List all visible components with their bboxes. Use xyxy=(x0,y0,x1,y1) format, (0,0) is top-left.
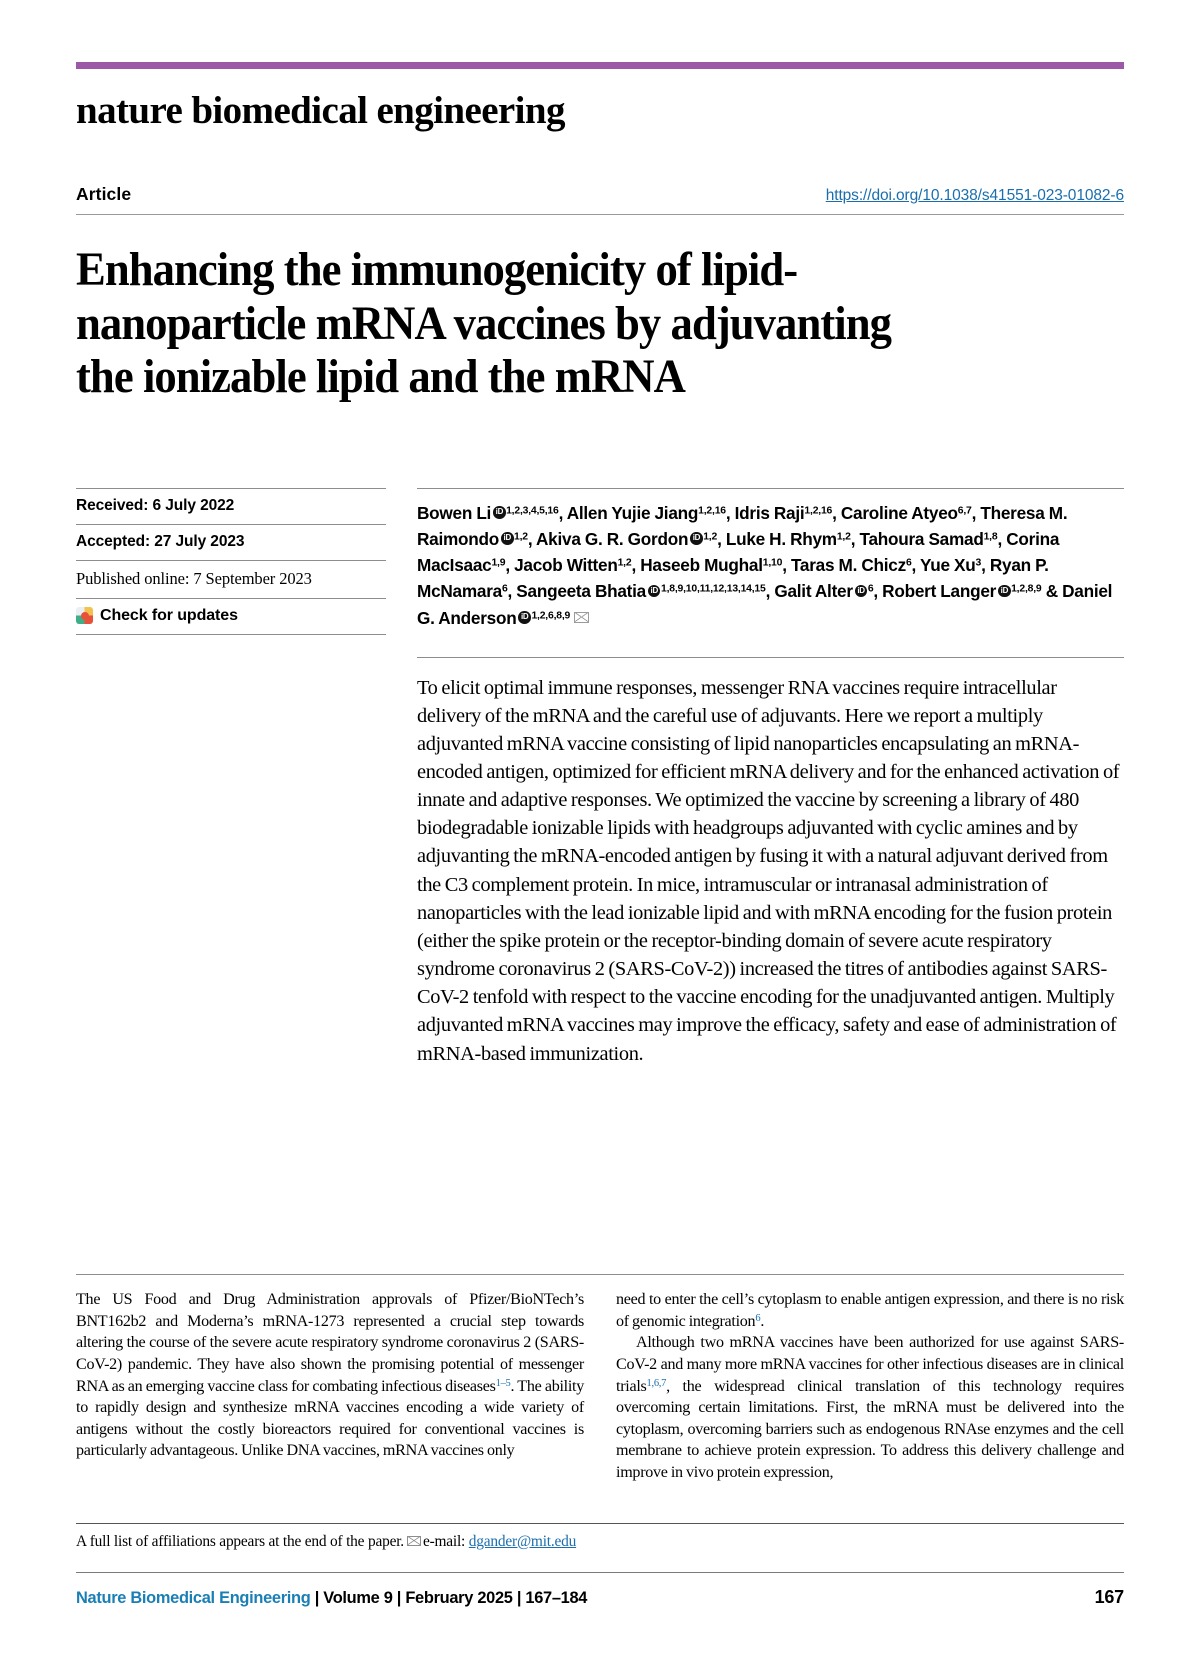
citation-ref-1-5[interactable]: 1–5 xyxy=(495,1377,511,1389)
author-affiliation-superscript: 1,8 xyxy=(983,531,998,543)
page-number: 167 xyxy=(1094,1587,1124,1607)
check-for-updates[interactable] xyxy=(76,598,386,635)
citation-ref-6[interactable]: 6 xyxy=(755,1312,761,1324)
author-name: Ryan P. McNamara xyxy=(417,555,1049,602)
orcid-icon[interactable] xyxy=(648,585,661,598)
page-title: Enhancing the immunogenicity of lipid-nanoparticle mRNA vaccines by adjuvanting the ionizable lipid and the mRNA xyxy=(76,243,892,404)
author-name: Sangeeta Bhatia xyxy=(516,581,646,602)
running-footer xyxy=(76,1572,1124,1608)
author-affiliation-superscript: 1,10 xyxy=(762,557,783,569)
author-affiliation-superscript: 1,2 xyxy=(836,531,851,543)
body-paragraph-intro xyxy=(76,1289,584,1462)
author-name: Daniel G. Anderson xyxy=(417,581,1113,628)
author-name: Luke H. Rhym xyxy=(725,528,837,549)
journal-citation xyxy=(76,1589,587,1608)
author-name: Bowen Li xyxy=(417,502,492,523)
author-name: Tahoura Samad xyxy=(859,528,984,549)
journal-article-page xyxy=(0,62,1200,1655)
author-affiliation-superscript: 1,2 xyxy=(703,531,718,543)
doi-link[interactable]: https://doi.org/10.1038/s41551-023-01082-6 xyxy=(825,187,1124,204)
continued-text-part1: need to enter the cell’s cytoplasm to enable antigen expression, and there is no risk of genomic integration xyxy=(616,1291,1124,1330)
author-name: Theresa M. Raimondo xyxy=(417,502,1068,549)
body-paragraph-second xyxy=(616,1332,1124,1483)
authors-column xyxy=(408,488,1124,635)
author-affiliation-superscript: 1,2 xyxy=(617,557,632,569)
received-date: Received: 6 July 2022 xyxy=(76,488,386,524)
page-footer xyxy=(76,1523,1124,1608)
abstract-text xyxy=(417,657,1124,1068)
author-affiliation-superscript: 1,2,16 xyxy=(804,505,833,517)
author-affiliation-superscript: 6,7 xyxy=(957,505,972,517)
intro-text-part1: The US Food and Drug Administration approvals of Pfizer/BioNTech’s BNT162b2 and Moderna’s mRNA-1273 represented a crucial step towards altering the course of the severe acute respiratory syndrome coronavirus 2 (SARS-CoV-2) pandemic. They have also shown the promising potential of messenger RNA as an emerging vaccine class for combating infectious diseases xyxy=(76,1291,584,1395)
journal-short-name: Nature Biomedical Engineering xyxy=(76,1589,311,1607)
orcid-icon[interactable] xyxy=(501,532,514,545)
author-name: Akiva G. R. Gordon xyxy=(536,528,689,549)
abstract-section xyxy=(417,657,1124,1068)
author-affiliation-superscript: 1,8,9,10,11,12,13,14,15 xyxy=(660,583,766,595)
affiliations-note xyxy=(76,1523,1124,1551)
envelope-icon xyxy=(407,1536,421,1546)
author-affiliation-superscript: 3 xyxy=(975,557,982,569)
brand-rule xyxy=(76,62,1124,69)
orcid-icon[interactable] xyxy=(690,532,703,545)
publication-dates-column xyxy=(76,488,408,635)
second-text-part2: , the widespread clinical translation of this technology requires overcoming certain limitations. First, the mRNA must be delivered into the cytoplasm, overcoming barriers such as endogenous RNAse enzymes and the cell membrane to achieve protein expression. To address this delivery challenge and improve in vivo protein expression, xyxy=(616,1377,1124,1482)
author-name: Caroline Atyeo xyxy=(840,502,958,523)
body-columns xyxy=(76,1274,1124,1484)
orcid-icon[interactable] xyxy=(855,585,868,598)
author-name: Taras M. Chicz xyxy=(790,555,906,576)
continued-text-part2: . xyxy=(760,1312,765,1330)
author-list: Bowen Li iD $^{1,2,3,4,5,16}$, Allen Yujie Jiang$^{1,2,16}$, Idris Raji$^{1,2,16}$, Caroline Atyeo$^{6,7}$, Theresa M. Raimondo iD $^{1,2}$, Akiva G. R. Gordon iD $^{1,2}$, Luke H. Rhym$^{1,2}$, Tahoura Samad$^{1,8}$, Corina MacIsaac$^{1,9}$, Jacob Witten$^{1,2}$, Haseeb Mughal$^{1,10}$, Taras M. Chicz$^6$, Yue Xu$^3$, Ryan P. McNamara$^6$, Sangeeta Bhatia iD $^{1,8,9,10,11,12,13,14,15}$, Galit Alter iD $^6$, Robert Langer iD $^{1,2,8,9}$ & Daniel G. Anderson iD $^{1,2,6,8,9}$ xyxy=(417,488,1124,632)
orcid-icon[interactable] xyxy=(493,506,506,519)
author-name: Corina MacIsaac xyxy=(417,528,1060,576)
envelope-icon[interactable] xyxy=(574,612,589,623)
article-header-row xyxy=(76,184,1124,215)
author-name: Allen Yujie Jiang xyxy=(566,502,699,523)
journal-masthead-title: nature biomedical engineering xyxy=(76,89,565,132)
published-online-date: Published online: 7 September 2023 xyxy=(76,560,386,598)
author-affiliation-superscript: 1,2,16 xyxy=(698,505,726,517)
crossmark-icon xyxy=(76,607,93,624)
orcid-icon[interactable] xyxy=(998,585,1011,598)
abstract-paragraph: To elicit optimal immune responses, messenger RNA vaccines require intracellular delivery of the mRNA and the careful use of adjuvants. Here we report a multiply adjuvanted mRNA vaccine consisting of lipid nanoparticles encapsulating an mRNA-encoded antigen, optimized for efficient mRNA delivery and for the enhanced activation of innate and adaptive responses. We optimized the vaccine by screening a library of 480 biodegradable ionizable lipids with headgroups adjuvanted with cyclic amines and by adjuvanting the mRNA-encoded antigen by fusing it with a natural adjuvant derived from the C3 complement protein. In mice, intramuscular or intranasal administration of nanoparticles with the lead ionizable lipid and with mRNA encoding for the fusion protein (either the spike protein or the receptor-binding domain of severe acute respiratory syndrome coronavirus 2 (SARS-CoV-2)) increased the titres of antibodies against SARS-CoV-2 tenfold with respect to the vaccine encoding for the unadjuvanted antigen. Multiply adjuvanted mRNA vaccines may improve the efficacy, safety and ease of administration of mRNA-based immunization. xyxy=(417,676,1120,1065)
author-name: Yue Xu xyxy=(919,555,976,576)
metadata-and-authors xyxy=(76,488,1124,635)
corresponding-email-link[interactable]: dgander@mit.edu xyxy=(468,1533,577,1550)
author-affiliation-superscript: 1,2,3,4,5,16 xyxy=(506,505,559,517)
check-for-updates-label: Check for updates xyxy=(100,606,238,624)
issue-info: | Volume 9 | February 2025 | 167–184 xyxy=(310,1589,588,1607)
author-name: Galit Alter xyxy=(774,581,853,602)
author-affiliation-superscript: 6 xyxy=(867,583,874,595)
author-name: Robert Langer xyxy=(882,581,997,602)
author-affiliation-superscript: 1,2 xyxy=(514,531,528,543)
author-affiliation-superscript: 6 xyxy=(501,583,508,595)
intro-text-part2: . The ability to rapidly design and synthesize mRNA vaccines encoding a wide variety of antigens without the costly bioreactors required for conventional vaccines is particularly advantageous. Unlike DNA vaccines, mRNA vaccines only xyxy=(76,1377,584,1460)
second-text-part1: Although two mRNA vaccines have been authorized for use against SARS-CoV-2 and many more mRNA vaccines for other infectious diseases are in clinical trials xyxy=(616,1334,1124,1395)
orcid-icon[interactable] xyxy=(518,611,531,624)
author-name: Haseeb Mughal xyxy=(640,555,763,576)
body-paragraph-continued xyxy=(616,1289,1124,1332)
author-affiliation-superscript: 1,2,6,8,9 xyxy=(531,610,571,622)
article-type-label: Article xyxy=(76,184,132,204)
author-affiliation-superscript: 6 xyxy=(905,557,912,569)
body-column-left xyxy=(76,1289,584,1484)
author-name: Idris Raji xyxy=(734,502,805,523)
citation-ref-1-6-7[interactable]: 1,6,7 xyxy=(646,1377,667,1389)
accepted-date: Accepted: 27 July 2023 xyxy=(76,524,386,560)
affiliations-text: A full list of affiliations appears at the end of the paper. xyxy=(76,1533,404,1550)
email-label: e-mail: xyxy=(422,1533,466,1550)
body-column-right xyxy=(616,1289,1124,1484)
author-affiliation-superscript: 1,9 xyxy=(491,557,506,569)
author-name: Jacob Witten xyxy=(514,555,618,576)
author-affiliation-superscript: 1,2,8,9 xyxy=(1011,583,1042,595)
